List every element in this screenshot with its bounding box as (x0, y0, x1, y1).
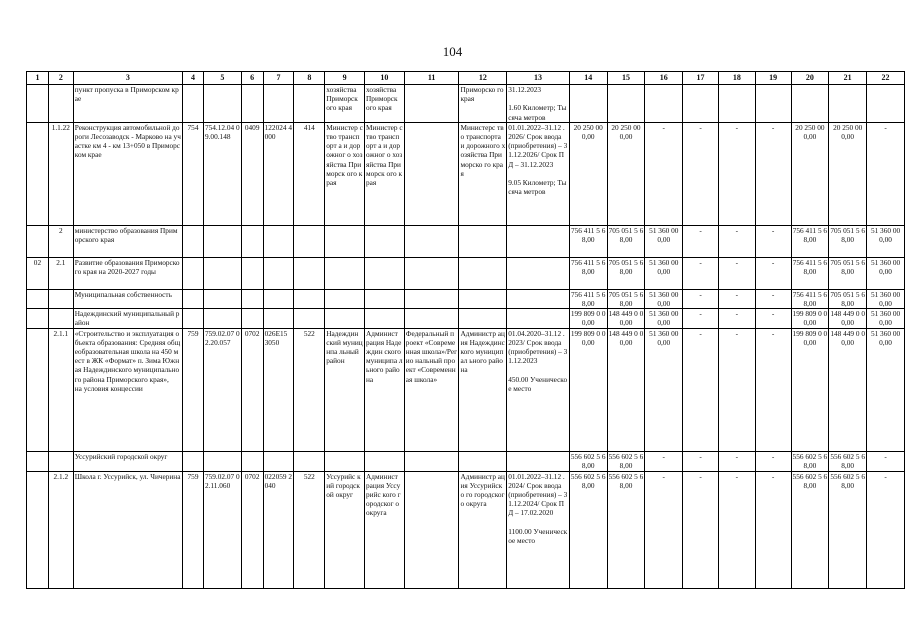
table-cell: 556 602 5 68,00 (829, 471, 867, 588)
table-cell: 199 809 0 00,00 (570, 309, 606, 328)
table-cell: 2.1 (48, 257, 73, 289)
table-cell: Реконструкция автомобильной дороги Лесозаводск - Марково на участке км 4 - км 13+050 в Приморском крае (73, 122, 182, 225)
column-header: 16 (645, 72, 683, 85)
table-cell: 0702 (241, 328, 263, 451)
table-cell: 022059 2040 (263, 471, 294, 588)
table-cell: 556 602 5 68,00 (569, 471, 607, 588)
table-cell: 556 602 5 68,00 (570, 451, 606, 470)
table-cell: Админист рация Уссурийс кого городског о округа (365, 471, 405, 588)
table-cell: 756 411 5 68,00 (569, 225, 607, 257)
table-cell (203, 85, 241, 123)
table-cell: хозяйства Приморск ого края (325, 85, 365, 123)
table-cell (294, 451, 325, 471)
table-cell: 1.1.22 (48, 122, 73, 225)
table-cell: 01.04.2020–31.12 .2023/ Срок ввода (приобретения) – 31.12.2023 450.00 Ученическое место (507, 328, 570, 451)
table-cell: - (718, 309, 755, 328)
table-cell: 122024 4000 (263, 122, 294, 225)
table-cell: Приморско го края (459, 85, 507, 123)
table-cell (325, 225, 365, 257)
table-cell: - (718, 289, 755, 308)
table-cell (507, 257, 570, 289)
table-cell: - (683, 225, 719, 257)
table-cell: 759 (183, 471, 204, 588)
table-cell: 705 051 5 68,00 (829, 225, 867, 257)
table-cell: 148 449 0 00,00 (829, 328, 867, 451)
table-cell (183, 289, 204, 308)
table-cell: 026E15 3050 (263, 328, 294, 451)
table-cell (183, 257, 204, 289)
table-cell: 0702 (241, 471, 263, 588)
table-cell: - (718, 257, 755, 289)
table-cell: 556 602 5 68,00 (607, 471, 645, 588)
table-cell: Администр ация Уссурийско го городского округа (459, 471, 507, 588)
table-cell: - (755, 328, 791, 451)
table-cell: 20 250 00 0,00 (569, 122, 607, 225)
table-cell (183, 309, 204, 328)
table-cell: 148 449 0 00,00 (830, 309, 865, 328)
header-row (27, 72, 905, 85)
table-row (27, 328, 905, 451)
table-cell (203, 257, 241, 289)
table-cell: - (683, 257, 719, 289)
table-cell: - (683, 122, 719, 225)
column-header: 9 (325, 72, 365, 85)
table-cell (404, 471, 459, 588)
table-cell (459, 225, 507, 257)
table-cell: - (755, 289, 791, 308)
table-cell (404, 122, 459, 225)
table-cell (263, 225, 294, 257)
table-row (27, 451, 905, 471)
table-cell (507, 289, 570, 308)
table-cell: - (645, 451, 683, 471)
table-cell: 522 (294, 471, 325, 588)
column-header: 4 (183, 72, 204, 85)
table-cell (294, 309, 325, 328)
table-cell: 01.01.2022–31.12 .2024/ Срок ввода (приобретения) – 31.12.2024/ Срок ПД – 17.02.2020 1100.00 Ученическое место (507, 471, 570, 588)
table-row (27, 309, 905, 328)
column-header: 6 (241, 72, 263, 85)
table-cell (683, 85, 719, 123)
table-cell: - (683, 328, 719, 451)
table-cell (48, 289, 73, 308)
table-cell (507, 225, 570, 257)
table-cell (183, 225, 204, 257)
table-cell (294, 85, 325, 123)
table-cell (459, 451, 507, 471)
table-cell (325, 451, 365, 471)
table-cell: - (867, 471, 905, 588)
table-cell (325, 289, 365, 308)
table-cell (365, 451, 405, 471)
table-cell (263, 309, 294, 328)
table-cell (325, 257, 365, 289)
table-cell: - (683, 309, 719, 328)
table-cell: 0409 (241, 122, 263, 225)
table-cell: 756 411 5 68,00 (791, 225, 829, 257)
table-cell (404, 85, 459, 123)
table-cell (791, 85, 829, 123)
table-cell (203, 225, 241, 257)
table-cell: 51 360 00 0,00 (867, 225, 905, 257)
column-header: 18 (718, 72, 755, 85)
table-cell (607, 85, 645, 123)
table-cell (404, 309, 459, 328)
table-cell (48, 309, 73, 328)
table-cell: 759.02.07 02.20.057 (203, 328, 241, 451)
table-cell: 199 809 0 00,00 (569, 328, 607, 451)
table-cell: Школа г. Уссурийск, ул. Чичерина (73, 471, 182, 588)
column-header: 14 (569, 72, 607, 85)
table-cell: 756 411 5 68,00 (791, 257, 829, 289)
table-cell: 20 250 00 0,00 (829, 122, 867, 225)
table-cell (459, 309, 507, 328)
table-cell: Надеждин ский муницнпа льный район (325, 328, 365, 451)
table-cell (203, 451, 241, 471)
table-cell: 705 051 5 68,00 (608, 289, 644, 309)
table-cell (365, 309, 405, 328)
table-cell: 2.1.2 (48, 471, 73, 588)
table-cell: Муниципальная собственность (73, 289, 182, 308)
table-cell (404, 225, 459, 257)
table-cell: 756 411 5 68,00 (792, 289, 828, 309)
table-cell (183, 85, 204, 123)
table-cell (829, 85, 867, 123)
table-cell (263, 289, 294, 308)
table-cell: - (718, 225, 755, 257)
table-cell: 759 (183, 328, 204, 451)
table-cell: Федеральный проект «Современная школа»/Регио нальный проект «Современная школа» (404, 328, 459, 451)
data-table (26, 71, 905, 589)
column-header: 12 (459, 72, 507, 85)
table-cell (459, 257, 507, 289)
table-cell (27, 122, 49, 225)
table-cell: - (683, 451, 719, 471)
table-cell: 705 051 5 68,00 (829, 257, 867, 289)
table-cell (27, 451, 49, 471)
table-cell: Уссурийс кий городской округ (325, 471, 365, 588)
table-cell (365, 225, 405, 257)
table-cell (569, 85, 607, 123)
table-cell (48, 85, 73, 123)
column-header: 8 (294, 72, 325, 85)
table-cell (365, 289, 405, 308)
table-cell (241, 309, 263, 328)
table-cell: Развитие образования Приморского края на 2020-2027 годы (73, 257, 182, 289)
table-row (27, 122, 905, 225)
table-cell: 51 360 00 0,00 (867, 257, 905, 289)
table-cell (27, 289, 49, 308)
table-cell (365, 257, 405, 289)
table-cell: - (718, 122, 755, 225)
table-row (27, 257, 905, 289)
table-cell (48, 451, 73, 471)
table-cell: - (755, 122, 791, 225)
table-cell (241, 289, 263, 308)
table-cell: Министер ство транспорт а и дорожног о хозяйства Приморск ого края (325, 122, 365, 225)
table-cell: - (867, 122, 905, 225)
table-cell (27, 309, 49, 328)
table-cell: 2 (48, 225, 73, 257)
column-header: 3 (73, 72, 182, 85)
table-cell (294, 289, 325, 308)
table-cell: - (867, 451, 905, 471)
table-cell: 31.12.2023 1.60 Километр; Тысяча метров (507, 85, 570, 123)
table-cell: 759.02.07 02.11.060 (203, 471, 241, 588)
table-cell: 51 360 00 0,00 (645, 289, 683, 308)
table-cell: - (683, 471, 719, 588)
column-header: 21 (829, 72, 867, 85)
table-cell: - (718, 328, 755, 451)
table-cell (27, 328, 49, 451)
table-cell: 199 809 0 00,00 (792, 309, 828, 328)
table-cell (755, 85, 791, 123)
table-cell (459, 289, 507, 308)
table-cell (325, 309, 365, 328)
table-cell (404, 289, 459, 308)
table-cell: 51 360 00 0,00 (645, 328, 683, 451)
table-cell: Администр ация Надеждинс кого муниципал ьного района (459, 328, 507, 451)
table-cell (507, 451, 570, 471)
table-cell: 756 411 5 68,00 (569, 257, 607, 289)
table-cell (507, 309, 570, 328)
table-cell (263, 85, 294, 123)
table-cell: 148 449 0 00,00 (608, 309, 644, 328)
table-cell (645, 85, 683, 123)
table-cell: 2.1.1 (48, 328, 73, 451)
table-cell: 20 250 00 0,00 (791, 122, 829, 225)
table-cell: - (645, 471, 683, 588)
column-header: 20 (791, 72, 829, 85)
table-cell (718, 85, 755, 123)
table-cell: - (645, 122, 683, 225)
table-cell: 556 602 5 68,00 (830, 451, 865, 470)
table-cell (241, 225, 263, 257)
table-cell: 199 809 0 00,00 (791, 328, 829, 451)
table-cell (867, 85, 905, 123)
table-cell: - (755, 471, 791, 588)
table-cell: - (683, 289, 719, 308)
table-cell: 705 051 5 68,00 (830, 289, 865, 309)
table-cell: Уссурийский городской округ (73, 451, 182, 471)
table-cell: 51 360 00 0,00 (867, 309, 905, 328)
column-header: 1 (27, 72, 49, 85)
table-row (27, 471, 905, 588)
column-header: 11 (404, 72, 459, 85)
table-cell: 754.12.04 09.00.148 (203, 122, 241, 225)
table-cell (294, 225, 325, 257)
table-cell: 20 250 00 0,00 (607, 122, 645, 225)
table-cell (241, 451, 263, 471)
column-header: 19 (755, 72, 791, 85)
table-cell (203, 289, 241, 308)
table-cell: 02 (27, 257, 49, 289)
table-cell (27, 85, 49, 123)
table-cell: 51 360 00 0,00 (867, 289, 905, 308)
table-cell: 51 360 00 0,00 (645, 225, 683, 257)
table-cell: - (755, 257, 791, 289)
table-cell: 756 411 5 68,00 (571, 289, 606, 309)
table-cell: Министерс тво транспорта и дорожного хозяйства Приморско го края (459, 122, 507, 225)
table-cell: министерство образования Приморского края (73, 225, 182, 257)
table-cell: 556 602 5 68,00 (608, 451, 644, 470)
table-cell: - (718, 471, 755, 588)
table-cell (241, 85, 263, 123)
table-cell (404, 451, 459, 471)
table-cell (294, 257, 325, 289)
table-cell: хозяйства Приморск ого края (365, 85, 405, 123)
page-number: 104 (442, 44, 463, 59)
table-cell: 705 051 5 68,00 (607, 225, 645, 257)
table-cell: 01.01.2022–31.12 .2026/ Срок ввода (приобретения) – 31.12.2026/ Срок ПД – 31.12.2023 9.05 Километр; Тысяча метров (507, 122, 570, 225)
table-cell: 705 051 5 68,00 (607, 257, 645, 289)
table-cell: 754 (183, 122, 204, 225)
table-cell: 148 449 0 00,00 (607, 328, 645, 451)
table-cell: «Строительство и эксплуатация объекта образования: Средняя общеобразовательная школа на 450 мест в ЖК «Формат» п. Зима Южная Надеждинского муниципального района Приморского края», на условия концессии (73, 328, 182, 451)
table-cell (183, 451, 204, 471)
table-cell: Админист рация Надеждин ского муниципа льного района (365, 328, 405, 451)
table-cell: 414 (294, 122, 325, 225)
column-header: 13 (507, 72, 570, 85)
table-cell: - (755, 451, 791, 471)
table-cell: 556 602 5 68,00 (792, 451, 828, 470)
table-row (27, 289, 905, 308)
column-header: 2 (48, 72, 73, 85)
table-cell: пункт пропуска в Приморском крае (73, 85, 182, 123)
table-row (27, 225, 905, 257)
table-cell: - (718, 451, 755, 471)
table-cell (27, 471, 49, 588)
table-cell: 51 360 00 0,00 (645, 309, 683, 328)
table-cell: 51 360 00 0,00 (867, 328, 905, 451)
table-cell: - (755, 225, 791, 257)
table-cell: Министер ство транспорт а и дорожног о хозяйства Приморск ого края (365, 122, 405, 225)
table-cell: - (755, 309, 791, 328)
column-header: 10 (365, 72, 405, 85)
column-header: 15 (607, 72, 645, 85)
table-cell (404, 257, 459, 289)
column-header: 7 (263, 72, 294, 85)
table-cell (241, 257, 263, 289)
table-cell (203, 309, 241, 328)
table-cell (263, 257, 294, 289)
table-cell: 522 (294, 328, 325, 451)
table-cell (27, 225, 49, 257)
column-header: 5 (203, 72, 241, 85)
table-cell: Надеждинский муниципальный район (73, 309, 182, 328)
table-row (27, 85, 905, 123)
table-cell: 556 602 5 68,00 (791, 471, 829, 588)
column-header: 22 (867, 72, 905, 85)
table-cell (263, 451, 294, 471)
column-header: 17 (683, 72, 719, 85)
table-cell: 51 360 00 0,00 (645, 257, 683, 289)
